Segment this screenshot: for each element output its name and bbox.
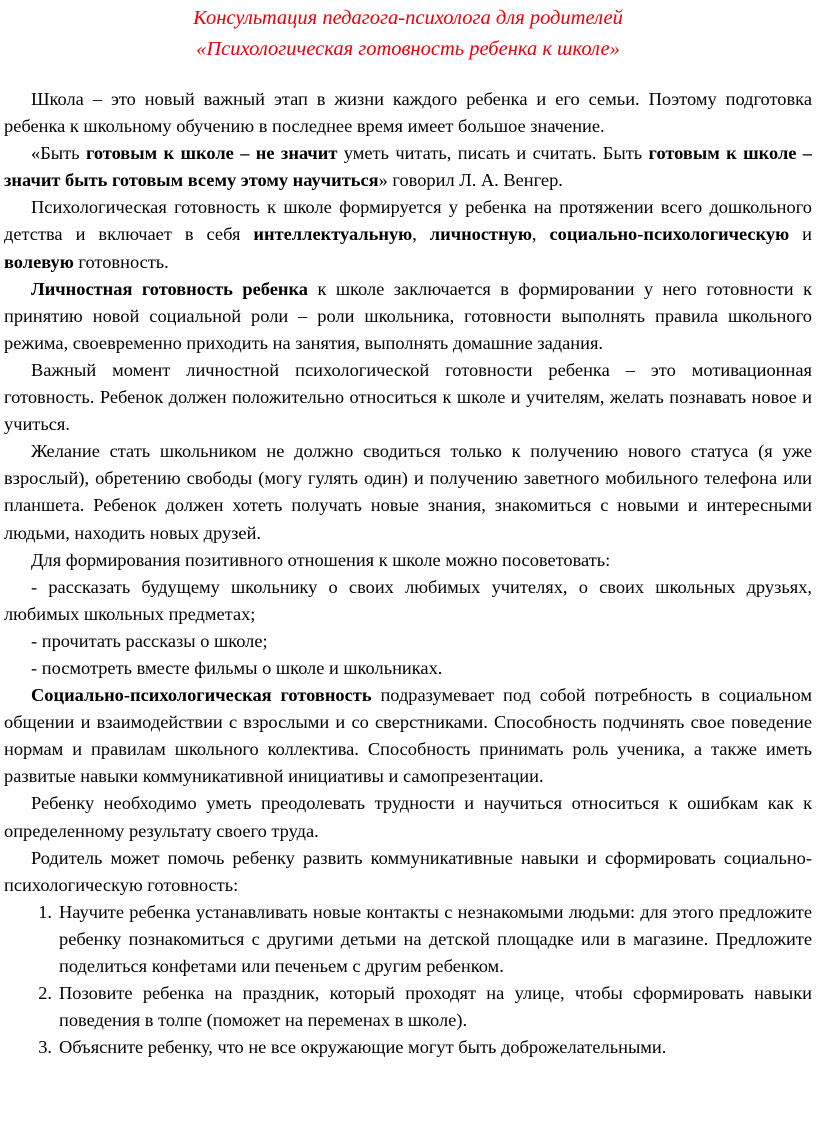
list-item-number: 1. (38, 901, 52, 922)
paragraph-4-bold: Личностная готовность ребенка (31, 278, 308, 299)
paragraph-2-text-a: «Быть (31, 143, 86, 164)
paragraph-5: Важный момент личностной психологической готовности ребенка – это мотивационная готовность. Ребенок должен положительно относиться к школе и учителям, желать познавать новое и учиться. (4, 359, 812, 435)
paragraph-13: Родитель может помочь ребенку развить коммуникативные навыки и сформировать социально-психологическую готовность: (4, 847, 812, 895)
list-item-text: Научите ребенка устанавливать новые контакты с незнакомыми людьми: для этого предложите ребенку познакомиться с другими детьми на детской площадке или в магазине. Предложите поделиться конфетами или печеньем с другим ребенком. (59, 901, 812, 976)
paragraph-3-text-d: и (789, 224, 812, 245)
paragraph-3-bold-volitional: волевую (4, 251, 74, 272)
paragraph-8: - рассказать будущему школьнику о своих любимых учителях, о своих школьных друзьях, любимых школьных предметах; (4, 576, 812, 624)
paragraph-3-text-a: Психологическая готовность к школе формируется у ребенка на протяжении всего дошкольного детства и включает в себя (4, 197, 812, 245)
list-item-number: 2. (38, 983, 52, 1004)
list-item-number: 3. (38, 1037, 52, 1058)
paragraph-3-bold-intellectual: интеллектуальную (253, 224, 413, 245)
document-title-line-1: Консультация педагога-психолога для родителей (193, 7, 623, 29)
list-item (4, 899, 812, 980)
paragraph-2-bold-b: готовым к школе – значит быть готовым всему этому научиться (4, 143, 813, 191)
paragraph-12: Ребенку необходимо уметь преодолевать трудности и научиться относиться к ошибкам как к определенному результату своего труда. (4, 793, 812, 841)
document-title-line-2: «Психологическая готовность ребенка к школе» (196, 38, 620, 60)
paragraph-3-text-e: готовность. (73, 251, 169, 272)
list-item-text: Позовите ребенка на праздник, который проходят на улице, чтобы сформировать навыки поведения в толпе (поможет на переменах в школе). (59, 983, 812, 1031)
paragraph-4-text: к школе заключается в формировании у него готовности к принятию новой социальной роли – роли школьника, готовности выполнять правила школьного режима, своевременно приходить на занятия, выполнять домашние задания. (4, 278, 812, 353)
paragraph-2-bold-a: готовым к школе – не значит (85, 143, 338, 164)
document-body (4, 86, 812, 1061)
paragraph-2-text-c: » говорил Л. А. Венгер. (378, 170, 563, 191)
paragraph-3-bold-personal: личностную (429, 224, 532, 245)
list-item-text: Объясните ребенку, что не все окружающие могут быть доброжелательными. (59, 1037, 667, 1058)
paragraph-1: Школа – это новый важный этап в жизни каждого ребенка и его семьи. Поэтому подготовка ребенка к школьному обучению в последнее время имеет большое значение. (4, 89, 812, 137)
paragraph-3-text-c: , (531, 224, 550, 245)
list-item (4, 980, 812, 1034)
numbered-list (4, 899, 812, 1062)
paragraph-3 (4, 194, 812, 275)
paragraph-3-text-b: , (412, 224, 430, 245)
paragraph-11-text: подразумевает под собой потребность в социальном общении и взаимодействии с взрослыми и со сверстниками. Способность подчинять свое поведение нормам и правилам школьного коллектива. Способность принимать роль ученика, а также иметь развитые навыки коммуникативной инициативы и самопрезентации. (4, 685, 812, 787)
paragraph-11-bold: Социально-психологическая готовность (31, 685, 372, 706)
paragraph-9: - прочитать рассказы о школе; (31, 630, 268, 651)
paragraph-2 (4, 140, 812, 194)
paragraph-2-text-b: уметь читать, писать и считать. Быть (337, 143, 649, 164)
paragraph-6: Желание стать школьником не должно сводиться только к получению нового статуса (я уже взрослый), обретению свободы (могу гулять один) и получению заветного мобильного телефона или планшета. Ребенок должен хотеть получать новые знания, знакомиться с новыми и интересными людьми, находить новых друзей. (4, 441, 812, 543)
paragraph-3-bold-social: социально-психологическую (549, 224, 790, 245)
paragraph-10: - посмотреть вместе фильмы о школе и школьниках. (31, 657, 443, 678)
list-item (4, 1034, 812, 1061)
paragraph-7: Для формирования позитивного отношения к школе можно посоветовать: (31, 549, 611, 570)
paragraph-11 (4, 682, 812, 790)
paragraph-4 (4, 276, 812, 357)
